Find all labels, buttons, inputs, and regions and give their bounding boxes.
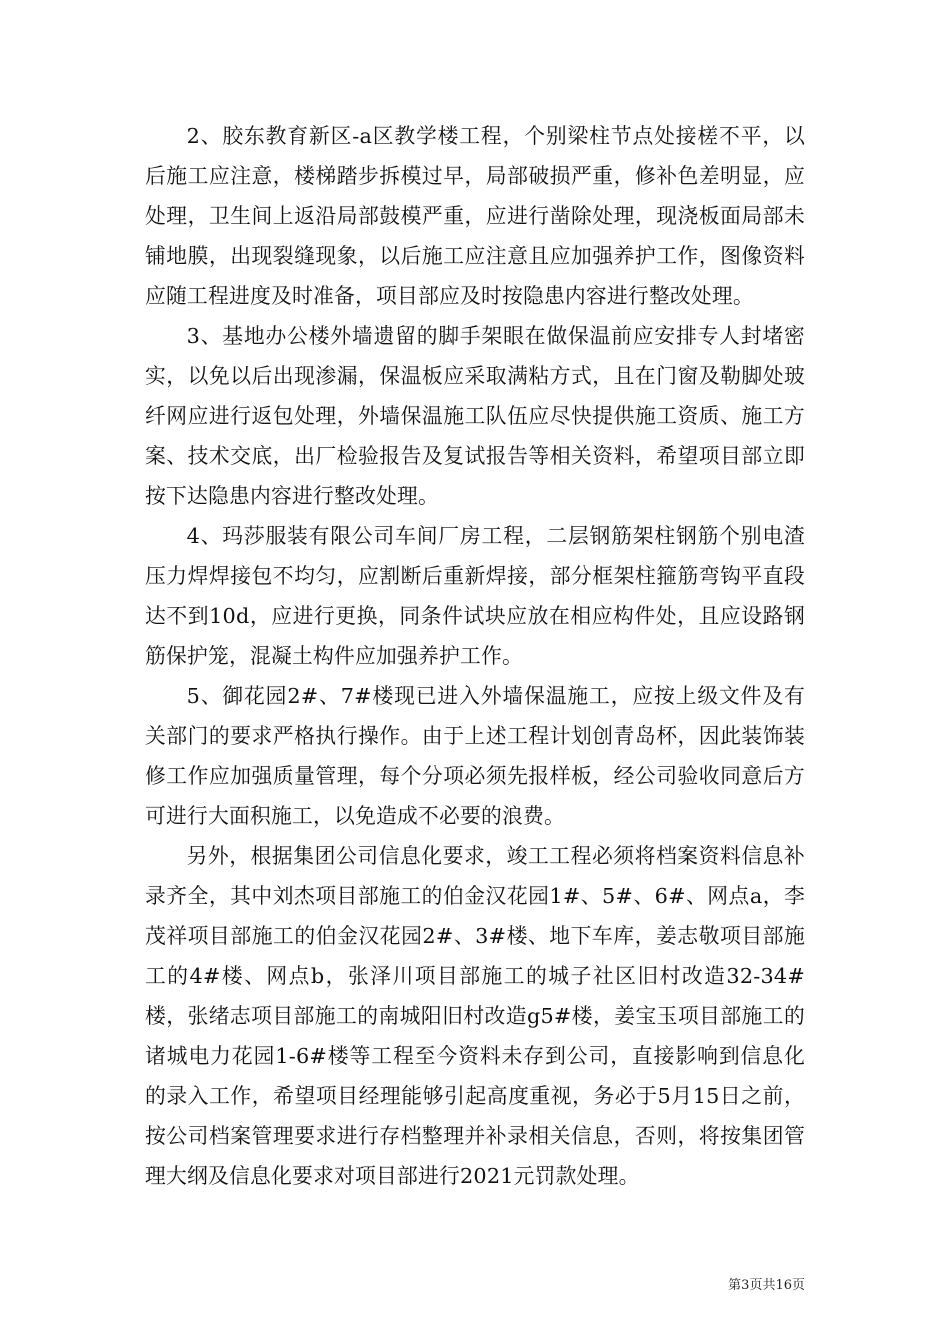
page-number-footer: 第3页共16页 bbox=[728, 1278, 805, 1293]
paragraph-item-4: 4、玛莎服装有限公司车间厂房工程，二层钢筋架柱钢筋个别电渣压力焊焊接包不均匀，应割断后重新焊接，部分框架柱箍筋弯钩平直段达不到10d，应进行更换，同条件试块应放在相应构件处，且应设路钢筋保护笼，混凝土构件应加强养护工作。 bbox=[145, 524, 805, 668]
paragraph-item-5: 5、御花园2#、7#楼现已进入外墙保温施工，应按上级文件及有关部门的要求严格执行操作。由于上述工程计划创青岛杯，因此装饰装修工作应加强质量管理，每个分项必须先报样板，经公司验收同意后方可进行大面积施工，以免造成不必要的浪费。 bbox=[145, 684, 805, 828]
paragraph-item-2: 2、胶东教育新区-a区教学楼工程，个别梁柱节点处接槎不平，以后施工应注意，楼梯踏步拆模过早，局部破损严重，修补色差明显，应处理，卫生间上返沿局部鼓模严重，应进行凿除处理，现浇板面局部未铺地膜，出现裂缝现象，以后施工应注意且应加强养护工作，图像资料应随工程进度及时准备，项目部应及时按隐患内容进行整改处理。 bbox=[145, 124, 805, 308]
paragraph-item-3: 3、基地办公楼外墙遗留的脚手架眼在做保温前应安排专人封堵密实，以免以后出现渗漏，保温板应采取满粘方式，且在门窗及勒脚处玻纤网应进行返包处理，外墙保温施工队伍应尽快提供施工资质、施工方案、技术交底，出厂检验报告及复试报告等相关资料，希望项目部立即按下达隐患内容进行整改处理。 bbox=[145, 324, 805, 508]
document-body bbox=[145, 116, 805, 1196]
paragraph-additional: 另外，根据集团公司信息化要求，竣工工程必须将档案资料信息补录齐全，其中刘杰项目部施工的伯金汉花园1#、5#、6#、网点a，李茂祥项目部施工的伯金汉花园2#、3#楼、地下车库，姜志敬项目部施工的4#楼、网点b，张泽川项目部施工的城子社区旧村改造32-34#楼，张绪志项目部施工的南城阳旧村改造g5#楼，姜宝玉项目部施工的诸城电力花园1-6#楼等工程至今资料未存到公司，直接影响到信息化的录入工作，希望项目经理能够引起高度重视，务必于5月15日之前，按公司档案管理要求进行存档整理并补录相关信息，否则，将按集团管理大纲及信息化要求对项目部进行2021元罚款处理。 bbox=[145, 844, 805, 1188]
